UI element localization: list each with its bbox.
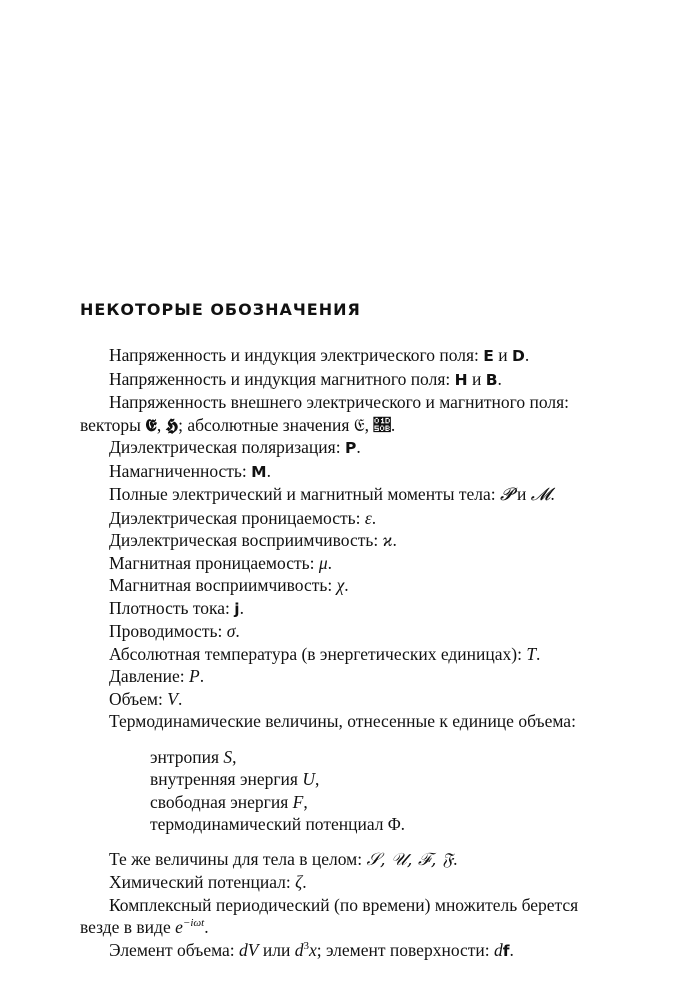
exponent: −iωt: [182, 917, 205, 930]
symbol: D: [512, 347, 525, 365]
symbol: 𝓟: [500, 485, 513, 505]
notation-list: [80, 344, 640, 962]
punct: .: [266, 460, 271, 481]
punct: ,: [364, 414, 374, 435]
punct: ,: [303, 791, 308, 812]
notation-magnetization: [80, 460, 640, 484]
punct: .: [550, 484, 555, 504]
notation-text: Давление:: [109, 666, 189, 686]
conjunction: и: [467, 368, 486, 389]
punct: .: [204, 917, 209, 937]
notation-polarization: [80, 436, 640, 460]
punct: .: [239, 597, 244, 618]
symbol: U: [302, 769, 315, 789]
symbol: f: [502, 941, 510, 960]
symbol: E: [483, 347, 494, 365]
notation-text: Магнитная восприимчивость:: [109, 575, 337, 595]
punct: .: [509, 939, 514, 960]
punct: .: [327, 552, 333, 573]
notation-magnetic-susceptibility: [80, 574, 640, 597]
notation-electric-field: [80, 344, 640, 368]
notation-internal-energy: [80, 768, 640, 791]
symbol: dV: [239, 939, 259, 960]
symbol: V: [167, 688, 178, 709]
punct: .: [400, 814, 406, 834]
notation-text: Химический потенциал:: [109, 872, 296, 892]
symbol: P: [188, 666, 200, 686]
notation-text: векторы: [80, 414, 146, 435]
notation-text: Диэлектрическая восприимчивость:: [109, 530, 383, 550]
notation-text: Проводимость:: [109, 621, 227, 641]
section-heading: НЕКОТОРЫЕ ОБОЗНАЧЕНИЯ: [80, 300, 361, 319]
notation-text: энтропия: [150, 746, 224, 767]
notation-thermo-per-volume: [80, 710, 640, 733]
symbol: B: [485, 370, 498, 389]
notation-text: свободная энергия: [150, 791, 293, 812]
punct: .: [524, 345, 530, 365]
notation-moments: [80, 483, 640, 507]
notation-permittivity: [80, 507, 640, 530]
punct: .: [453, 848, 458, 869]
symbol: M: [251, 462, 267, 481]
punct: .: [302, 872, 307, 892]
notation-volume: [80, 688, 640, 711]
punct: .: [390, 414, 396, 435]
notation-periodic-factor: [80, 894, 640, 917]
symbol: 𝒮, 𝒰, ℱ, 𝔉: [366, 849, 454, 870]
symbol: 𝓜: [530, 485, 551, 505]
conjunction: и: [493, 345, 513, 365]
notation-external-field-cont: [80, 414, 640, 437]
symbol: σ: [226, 621, 236, 641]
punct: .: [356, 437, 361, 457]
notation-external-field: [80, 391, 640, 414]
notation-text: Намагниченность:: [109, 460, 252, 481]
symbol: 𝕳: [165, 414, 179, 435]
notation-text: Диэлектрическая проницаемость:: [109, 507, 365, 528]
symbol: 𝔈: [353, 414, 365, 435]
symbol: χ: [336, 575, 345, 595]
notation-text: Элемент объема:: [109, 939, 240, 960]
notation-periodic-factor-cont: [80, 916, 640, 939]
notation-text: Напряженность и индукция электрического поля:: [109, 345, 484, 365]
symbol: μ: [318, 552, 328, 573]
notation-dielectric-susceptibility: [80, 529, 640, 552]
symbol: 𝔋: [373, 414, 391, 435]
symbol: F: [292, 791, 304, 812]
punct: ,: [232, 746, 237, 767]
punct: ,: [156, 414, 166, 435]
notation-current-density: [80, 597, 640, 621]
notation-text: Термодинамические величины, отнесенные к единице объема:: [109, 711, 576, 731]
punct: .: [536, 643, 541, 664]
notation-text: или: [258, 939, 295, 960]
symbol: S: [223, 746, 233, 767]
punct: .: [392, 530, 397, 550]
symbol: ε: [364, 507, 372, 528]
notation-permeability: [80, 552, 640, 575]
symbol: j: [234, 599, 240, 618]
notation-text: Магнитная проницаемость:: [109, 552, 319, 573]
notation-whole-body: [80, 848, 640, 872]
notation-text: Напряженность и индукция магнитного поля:: [109, 368, 455, 389]
notation-text: Те же величины для тела в целом:: [109, 848, 367, 869]
notation-text: ; элемент поверхности:: [316, 939, 495, 960]
conjunction: и: [512, 484, 531, 504]
notation-temperature: [80, 643, 640, 666]
notation-text: везде в виде: [80, 917, 176, 937]
symbol: d: [294, 939, 304, 960]
notation-magnetic-field: [80, 368, 640, 392]
notation-chemical-potential: [80, 871, 640, 894]
symbol: e: [175, 917, 183, 937]
punct: .: [371, 507, 377, 528]
punct: .: [497, 368, 502, 389]
symbol: ζ: [295, 872, 303, 892]
notation-text: Полные электрический и магнитный моменты тела:: [109, 484, 500, 504]
notation-text: ; абсолютные значения: [178, 414, 354, 435]
notation-text: Диэлектрическая поляризация:: [109, 437, 345, 457]
punct: .: [344, 575, 349, 595]
notation-entropy: [80, 746, 640, 769]
notation-text: Комплексный периодический (по времени) множитель берется: [109, 894, 579, 915]
symbol: T: [526, 643, 537, 664]
symbol: P: [344, 439, 357, 457]
notation-text: Абсолютная температура (в энергетических единицах):: [109, 643, 527, 664]
notation-pressure: [80, 665, 640, 688]
notation-conductivity: [80, 620, 640, 643]
symbol: x: [308, 939, 317, 960]
symbol: ϰ: [382, 530, 393, 550]
punct: ,: [314, 769, 320, 789]
notation-text: термодинамический потенциал: [150, 814, 388, 834]
symbol: H: [454, 370, 468, 389]
notation-text: внутренняя энергия: [150, 769, 303, 789]
notation-text: Напряженность внешнего электрического и магнитного поля:: [109, 392, 569, 412]
notation-elements: [80, 939, 640, 963]
punct: .: [235, 621, 240, 641]
punct: .: [177, 688, 183, 709]
notation-free-energy: [80, 791, 640, 814]
symbol: 𝕰: [145, 414, 157, 435]
symbol: d: [494, 939, 503, 960]
notation-thermo-potential: [80, 813, 640, 836]
exponent: 3: [303, 939, 309, 952]
symbol: Φ: [387, 814, 401, 834]
notation-text: Плотность тока:: [109, 597, 235, 618]
punct: .: [199, 666, 205, 686]
notation-text: Объем:: [109, 688, 168, 709]
